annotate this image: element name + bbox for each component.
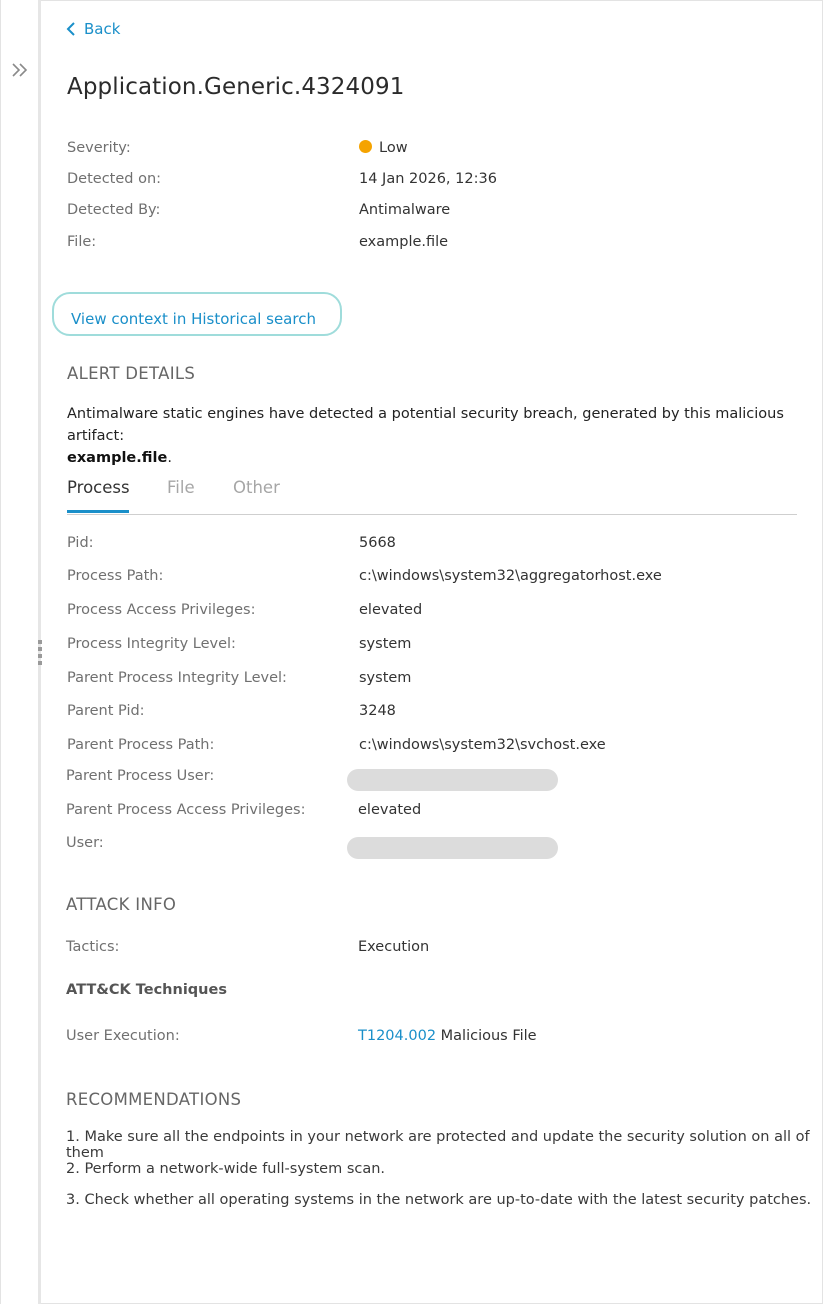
alert-description: Antimalware static engines have detected a potential security breach, generated by this malicious artifact: example.file.: [67, 406, 784, 466]
historical-search-button[interactable]: View context in Historical search: [52, 292, 342, 336]
file-label: File:: [67, 234, 97, 250]
user-label: User:: [66, 835, 104, 851]
process-integrity-level-label: Process Integrity Level:: [67, 636, 236, 652]
parent-process-path-label: Parent Process Path:: [67, 737, 215, 753]
attack-info-heading: ATTACK INFO: [66, 895, 177, 914]
back-label: Back: [84, 20, 121, 38]
parent-pid-value: 3248: [359, 703, 396, 719]
recommendation-item: 3. Check whether all operating systems in the network are up-to-date with the latest security patches.: [66, 1192, 812, 1208]
severity-value: Low: [359, 140, 408, 156]
parent-process-integrity-level-value: system: [359, 670, 412, 686]
recommendation-item: 2. Perform a network-wide full-system scan.: [66, 1161, 386, 1177]
recommendations-heading: RECOMMENDATIONS: [66, 1090, 242, 1109]
alert-details-heading: ALERT DETAILS: [67, 364, 196, 383]
chevron-left-icon: [66, 21, 76, 37]
detail-tabs: [67, 478, 797, 515]
detected-on-label: Detected on:: [67, 171, 162, 187]
pid-value: 5668: [359, 535, 396, 551]
tactics-value: Execution: [358, 939, 430, 955]
severity-label: Severity:: [67, 140, 131, 156]
tactics-label: Tactics:: [66, 939, 120, 955]
user-execution-label: User Execution:: [66, 1028, 180, 1044]
tab-other[interactable]: Other: [233, 478, 280, 497]
redacted-parent-process-user: [347, 769, 558, 791]
tab-file[interactable]: File: [167, 478, 195, 497]
active-tab-indicator: [67, 510, 129, 513]
parent-process-integrity-level-label: Parent Process Integrity Level:: [67, 670, 287, 686]
parent-process-access-privileges-label: Parent Process Access Privileges:: [66, 802, 306, 818]
detected-by-value: Antimalware: [359, 202, 451, 218]
technique-name: Malicious File: [440, 1028, 537, 1044]
parent-process-access-privileges-value: elevated: [358, 802, 422, 818]
process-path-label: Process Path:: [67, 568, 164, 584]
parent-pid-label: Parent Pid:: [67, 703, 145, 719]
process-integrity-level-value: system: [359, 636, 412, 652]
severity-dot-icon: [359, 140, 372, 153]
detected-by-label: Detected By:: [67, 202, 161, 218]
parent-process-path-value: c:\windows\system32\svchost.exe: [359, 737, 606, 753]
recommendation-item: 1. Make sure all the endpoints in your network are protected and update the security solution on all of them: [66, 1129, 810, 1161]
user-execution-value: [358, 1028, 537, 1044]
tab-process[interactable]: Process: [67, 478, 130, 497]
attck-techniques-heading: ATT&CK Techniques: [66, 982, 227, 998]
process-access-privileges-value: elevated: [359, 602, 423, 618]
parent-process-user-label: Parent Process User:: [66, 768, 215, 784]
page-title: Application.Generic.4324091: [67, 74, 405, 100]
back-link[interactable]: [66, 20, 120, 38]
process-access-privileges-label: Process Access Privileges:: [67, 602, 256, 618]
technique-id-link[interactable]: T1204.002: [358, 1028, 437, 1044]
detected-on-value: 14 Jan 2026, 12:36: [359, 171, 497, 187]
process-path-value: c:\windows\system32\aggregatorhost.exe: [359, 568, 662, 584]
pid-label: Pid:: [67, 535, 94, 551]
file-value: example.file: [359, 234, 449, 250]
redacted-user: [347, 837, 558, 859]
malicious-file-name: example.file: [67, 450, 168, 466]
